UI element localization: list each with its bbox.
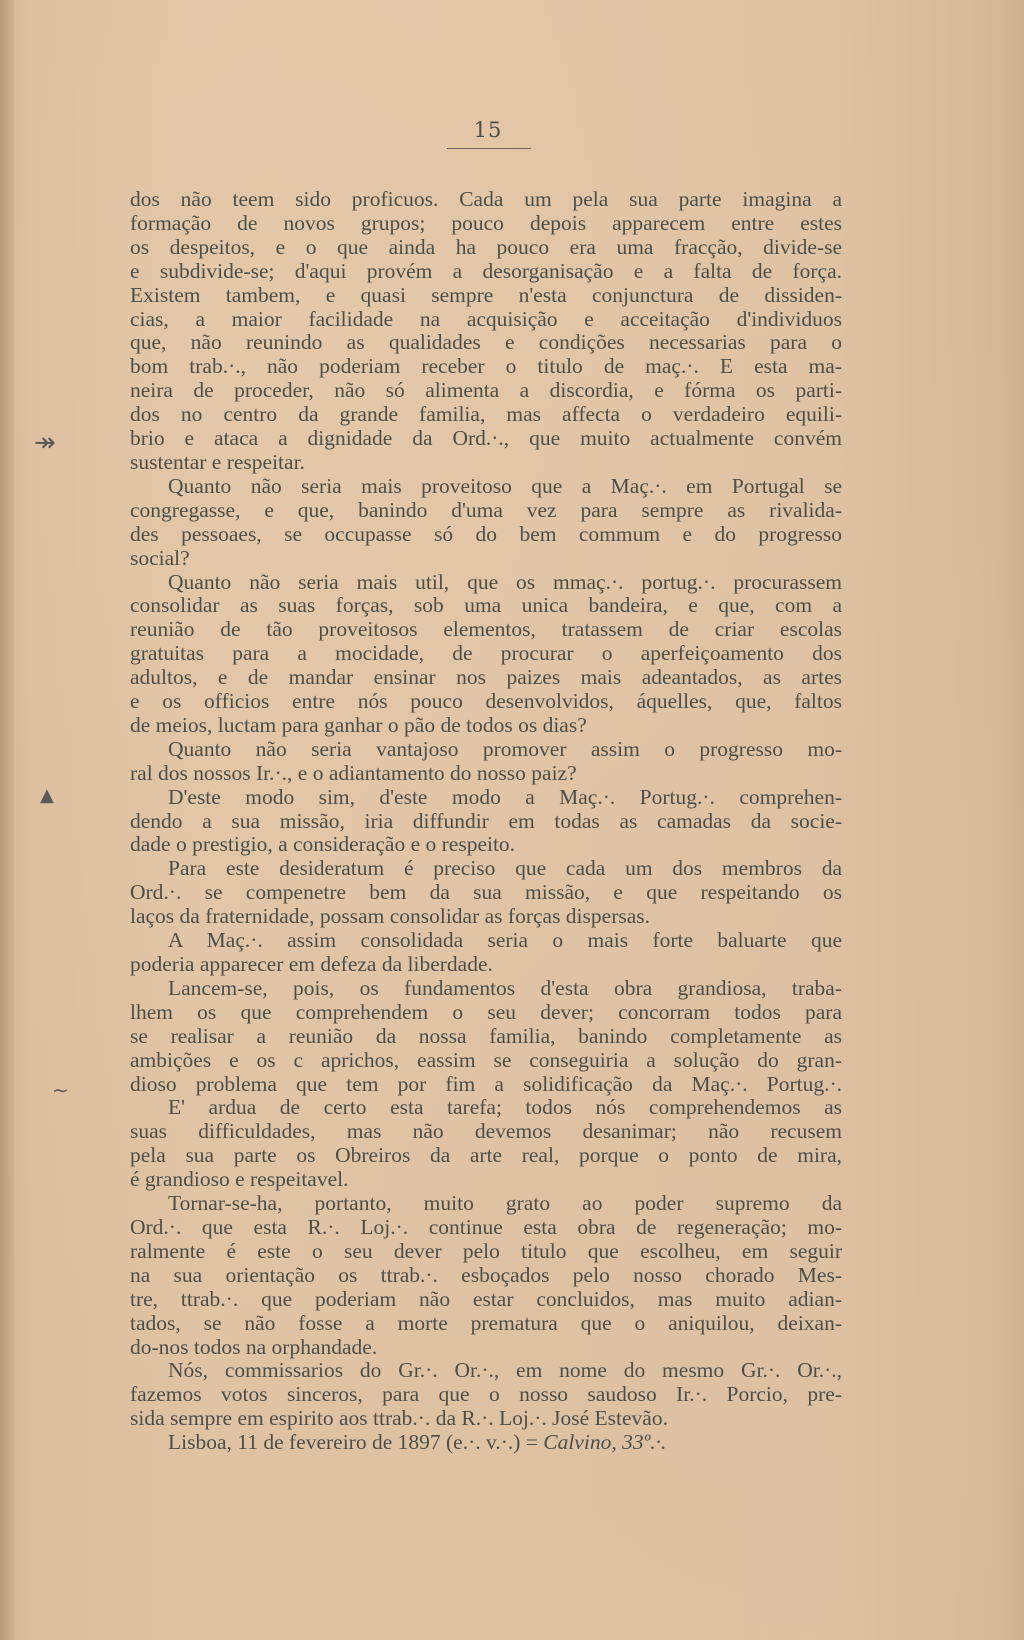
text-line: ral dos nossos Ir.·., e o adiantamento do nosso paiz? <box>130 760 577 785</box>
text-line: E' ardua de certo esta tarefa; todos nós comprehendemos as <box>168 1095 842 1120</box>
text-line: dade o prestigio, a consideração e o respeito. <box>130 832 516 857</box>
text-line: é grandioso e respeitavel. <box>130 1167 349 1192</box>
text-line: tre, ttrab.·. que poderiam não estar concluidos, mas muito adian- <box>130 1286 842 1311</box>
text-line: poderia apparecer em defeza da liberdade. <box>130 952 493 976</box>
text-line: reunião de tão proveitosos elementos, tratassem de criar escolas <box>130 617 842 642</box>
text-line: ambições e os c aprichos, eassim se conseguiria a solução do gran- <box>130 1047 842 1072</box>
text-line: dos no centro da grande familia, mas affecta o verdadeiro equili- <box>130 402 842 427</box>
text-line: Quanto não seria mais util, que os mmaç.·. portug.·. procurassem <box>168 569 842 594</box>
text-line: formação de novos grupos; pouco depois apparecem entre estes <box>130 210 842 235</box>
text-line: sida sempre em espirito aos ttrab.·. da R.·. Loj.·. José Estevão. <box>130 1406 668 1431</box>
text-line: e subdivide-se; d'aqui provém a desorganisação e a falta de força. <box>130 258 842 283</box>
text-line: pela sua parte os Obreiros da arte real, porque o ponto de mira, <box>130 1143 842 1168</box>
text-line: sustentar e respeitar. <box>130 449 305 474</box>
closing-line <box>130 1431 842 1455</box>
ink-mark-icon: ↠ <box>34 428 56 458</box>
text-line: Quanto não seria mais proveitoso que a Maç.·. em Portugal se <box>168 473 842 498</box>
text-line: Para este desideratum é preciso que cada um dos membros da <box>168 856 842 881</box>
closing-signature: Calvino, 33º.·. <box>543 1430 667 1455</box>
text-line: Tornar-se-ha, portanto, muito grato ao poder supremo da <box>168 1191 842 1216</box>
text-line: suas difficuldades, mas não devemos desanimar; não recusem <box>130 1119 842 1144</box>
text-line: neira de proceder, não só alimenta a discordia, e fórma os parti- <box>130 378 842 403</box>
text-line: dioso problema que tem por fim a solidificação da Maç.·. Portug.·. <box>130 1071 842 1096</box>
text-line: brio e ataca a dignidade da Ord.·., que muito actualmente convém <box>130 426 842 451</box>
text-line: gratuitas para a mocidade, de procurar o aperfeiçoamento dos <box>130 641 842 666</box>
text-line: Nós, commissarios do Gr.·. Or.·., em nome do mesmo Gr.·. Or.·., <box>168 1358 842 1383</box>
text-line: fazemos votos sinceros, para que o nosso saudoso Ir.·. Porcio, pre- <box>130 1382 842 1407</box>
text-line: tados, se não fosse a morte prematura que o aniquilou, deixan- <box>130 1310 842 1335</box>
text-line: ralmente é este o seu dever pelo titulo que escolheu, em seguir <box>130 1238 842 1263</box>
text-line: na sua orientação os ttrab.·. esboçados pelo nosso chorado Mes- <box>130 1262 842 1287</box>
text-line: D'este modo sim, d'este modo a Maç.·. Portug.·. comprehen- <box>168 784 842 809</box>
text-line: cias, a maior facilidade na acquisição e acceitação d'individuos <box>130 306 842 331</box>
text-line: Existem tambem, e quasi sempre n'esta conjunctura de dissiden- <box>130 282 842 307</box>
text-line: des pessoaes, se occupasse só do bem commum e do progresso <box>130 521 842 546</box>
page-number: 15 <box>473 118 503 142</box>
text-line: Lancem-se, pois, os fundamentos d'esta obra grandiosa, traba- <box>168 975 842 1000</box>
text-line: adultos, e de mandar ensinar nos paizes mais adeantados, as artes <box>130 665 842 690</box>
text-line: lhem os que comprehendem o seu dever; concorram todos para <box>130 999 842 1024</box>
text-line: se realisar a reunião da nossa familia, banindo completamente as <box>130 1023 842 1048</box>
text-line: Ord.·. que esta R.·. Loj.·. continue esta obra de regeneração; mo- <box>130 1214 842 1239</box>
page-left-edge <box>0 0 14 1640</box>
text-line: consolidar as suas forças, sob uma unica bandeira, e que, com a <box>130 593 842 618</box>
text-line: laços da fraternidade, possam consolidar as forças dispersas. <box>130 904 650 929</box>
page-number-rule <box>447 148 531 149</box>
text-line: social? <box>130 545 190 570</box>
text-line: bom trab.·., não poderiam receber o titulo de maç.·. E esta ma- <box>130 354 842 379</box>
closing-place-date: Lisboa, 11 de fevereiro de 1897 (e.·. v.·.) = <box>168 1430 544 1455</box>
text-line: os despeitos, e o que ainda ha pouco era uma fracção, divide-se <box>130 234 842 259</box>
text-line: dos não teem sido proficuos. Cada um pela sua parte imagina a <box>130 187 842 211</box>
text-line: que, não reunindo as qualidades e condições necessarias para o <box>130 330 842 355</box>
ink-mark-icon: ∼ <box>52 1078 69 1102</box>
text-line: dendo a sua missão, iria diffundir em todas as camadas da socie- <box>130 808 842 833</box>
ink-mark-icon: ▲ <box>40 785 54 806</box>
text-line: Quanto não seria vantajoso promover assim o progresso mo- <box>168 736 842 761</box>
text-line: A Maç.·. assim consolidada seria o mais forte baluarte que <box>168 928 842 953</box>
text-line: do-nos todos na orphandade. <box>130 1334 378 1359</box>
text-line: congregasse, e que, banindo d'uma vez para sempre as rivalida- <box>130 497 842 522</box>
text-line: de meios, luctam para ganhar o pão de todos os dias? <box>130 712 587 737</box>
text-line: Ord.·. se compenetre bem da sua missão, e que respeitando os <box>130 880 842 905</box>
text-line: e os officios entre nós pouco desenvolvidos, áquelles, que, faltos <box>130 689 842 714</box>
body-text <box>130 188 842 1455</box>
